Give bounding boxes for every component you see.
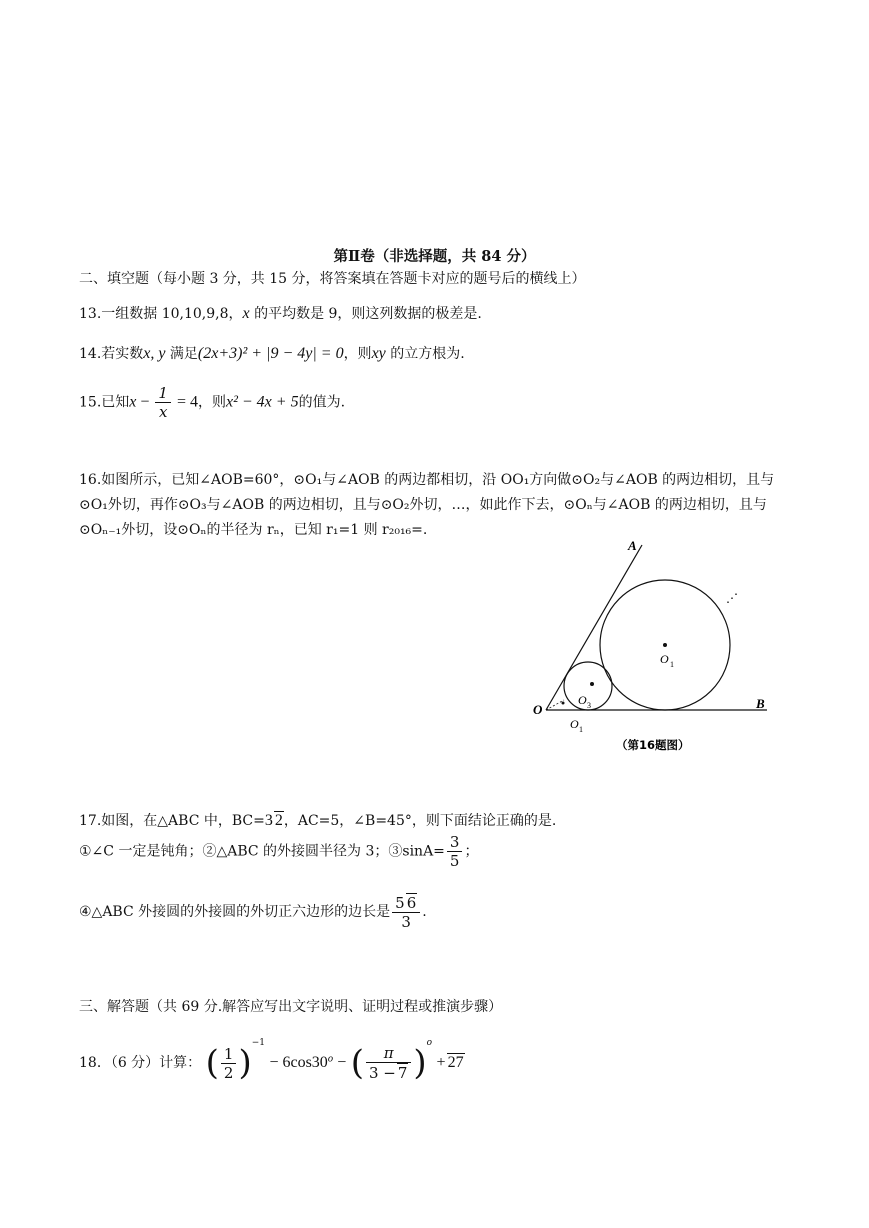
- q17-sin-den: 5: [447, 851, 463, 870]
- center-o3: [590, 682, 594, 686]
- question-15: [79, 384, 345, 421]
- q14-vars: x, y: [143, 345, 166, 362]
- q17-opt123: ①∠C 一定是钝角；②△ABC 的外接圆半径为 3；③sinA=: [79, 843, 445, 860]
- q17-opt4: ④△ABC 外接圆的外接圆的外切正六边形的边长是: [79, 904, 391, 920]
- q17-hex-num: [392, 893, 420, 912]
- q17-sin-num: 3: [449, 833, 460, 851]
- q15-minus: −: [136, 393, 154, 411]
- figure-caption: （第16题图）: [616, 738, 690, 752]
- question-17: [79, 810, 556, 830]
- q17-opt123-suffix: ；: [464, 843, 479, 860]
- q15-num: 1: [158, 384, 168, 402]
- q14-mid2: ，则: [343, 346, 372, 362]
- q18-plus: +: [436, 1054, 446, 1071]
- label-a: A: [628, 538, 637, 553]
- center-o1: [663, 643, 667, 647]
- label-o3: O: [578, 693, 587, 707]
- q18-deg: o: [327, 1054, 334, 1065]
- q17-sin-fraction: [447, 833, 463, 870]
- q14-xy: xy: [371, 345, 386, 362]
- q14-suffix: 的立方根为.: [385, 346, 465, 362]
- q17-bc-rad: 2: [274, 812, 283, 829]
- label-o1-small-sub: 1: [579, 725, 583, 734]
- question-16: 16.如图所示，已知∠AOB=60°，⊙O₁与∠AOB 的两边都相切，沿 OO₁方向做⊙O₂与∠AOB 的两边相切，且与⊙O₁外切，再作⊙O₃与∠AOB 的两边相切，且与⊙O₂外切，…，如此作下去，⊙Oₙ与∠AOB 的两边相切，且与⊙Oₙ₋₁外切，设⊙Oₙ的半径为 rₙ，已知 r₁=1 则 r₂₀₁₆=.: [79, 472, 775, 538]
- q17-opt4-suffix: .: [422, 904, 427, 920]
- q18-term2: − 6cos30: [269, 1054, 328, 1071]
- q18-pi-den-rad: 7: [397, 1064, 408, 1082]
- q14-prefix: 14.若实数: [79, 346, 144, 362]
- question-17-option-4: [79, 893, 427, 931]
- q18-half: [221, 1045, 237, 1082]
- q18-rad27: 27: [447, 1054, 464, 1071]
- question-17-options-123: [79, 833, 478, 870]
- q13-prefix: 13.一组数据 10,10,9,8，: [79, 306, 243, 322]
- q14-mid: 满足: [165, 346, 198, 362]
- label-o: O: [533, 702, 543, 717]
- label-o1-small: O: [570, 717, 579, 731]
- label-o1-big: O: [660, 652, 669, 666]
- q17-suffix: ，AC=5，∠B=45°，则下面结论正确的是.: [283, 813, 557, 829]
- q14-expr: (2x+3)² + |9 − 4y| = 0: [197, 345, 344, 362]
- q15-suffix: 的值为.: [298, 394, 346, 411]
- q15-mid: ，则: [197, 394, 226, 411]
- q15-prefix: 15.已知: [79, 394, 130, 411]
- q18-pi-den-prefix: 3 −: [368, 1064, 396, 1082]
- q18-exp1: −1: [251, 1038, 265, 1048]
- question-14: [79, 343, 465, 363]
- q18-pi-den: [366, 1062, 411, 1082]
- ellipsis-dots: ⋰: [726, 591, 738, 605]
- q13-suffix: 的平均数是 9，则这列数据的极差是.: [249, 306, 482, 322]
- part3-heading: 三、解答题（共 69 分.解答应写出文字说明、证明过程或推演步骤）: [79, 999, 503, 1015]
- q13-var: x: [242, 305, 250, 322]
- q17-hex-rad: 6: [406, 894, 417, 912]
- q15-den: x: [155, 402, 171, 421]
- center-small: [562, 702, 565, 705]
- q17-hex-den: 3: [392, 912, 420, 931]
- q15-expr: x² − 4x + 5: [225, 393, 299, 411]
- label-o3-sub: 3: [587, 701, 591, 710]
- q15-eq: = 4: [172, 393, 198, 411]
- q18-pi: π: [383, 1044, 394, 1062]
- q18-exp2: o: [426, 1038, 433, 1048]
- q17-bc-coef: 3: [264, 812, 273, 829]
- paren-open-2: (: [350, 1043, 364, 1083]
- label-b: B: [756, 696, 765, 711]
- paren-open-1: (: [205, 1043, 219, 1083]
- paren-close-2: ): [413, 1043, 427, 1083]
- question-13: [79, 303, 482, 323]
- section-title: 第Ⅱ卷（非选择题，共 84 分）: [333, 248, 536, 265]
- q18-minus: −: [333, 1054, 347, 1071]
- q17-hex-fraction: [392, 893, 420, 931]
- q18-pi-fraction: [366, 1044, 411, 1082]
- q18-half-num: 1: [223, 1044, 234, 1063]
- paren-close-1: ): [238, 1043, 252, 1083]
- q15-fraction: [155, 384, 171, 421]
- ray-oa: [546, 545, 642, 710]
- part2-heading: 二、填空题（每小题 3 分，共 15 分，将答案填在答题卡对应的题号后的横线上）: [79, 271, 586, 287]
- q17-hex-coef: 5: [395, 894, 405, 912]
- q18-half-den: 2: [221, 1063, 237, 1082]
- q15-x: x: [129, 393, 137, 411]
- figure-16: [530, 530, 780, 760]
- label-o1-big-sub: 1: [670, 660, 674, 669]
- question-18: [79, 1038, 465, 1082]
- q18-prefix: 18．（6 分）计算：: [79, 1055, 202, 1071]
- q17-prefix: 17.如图，在△ABC 中，BC=: [79, 813, 265, 829]
